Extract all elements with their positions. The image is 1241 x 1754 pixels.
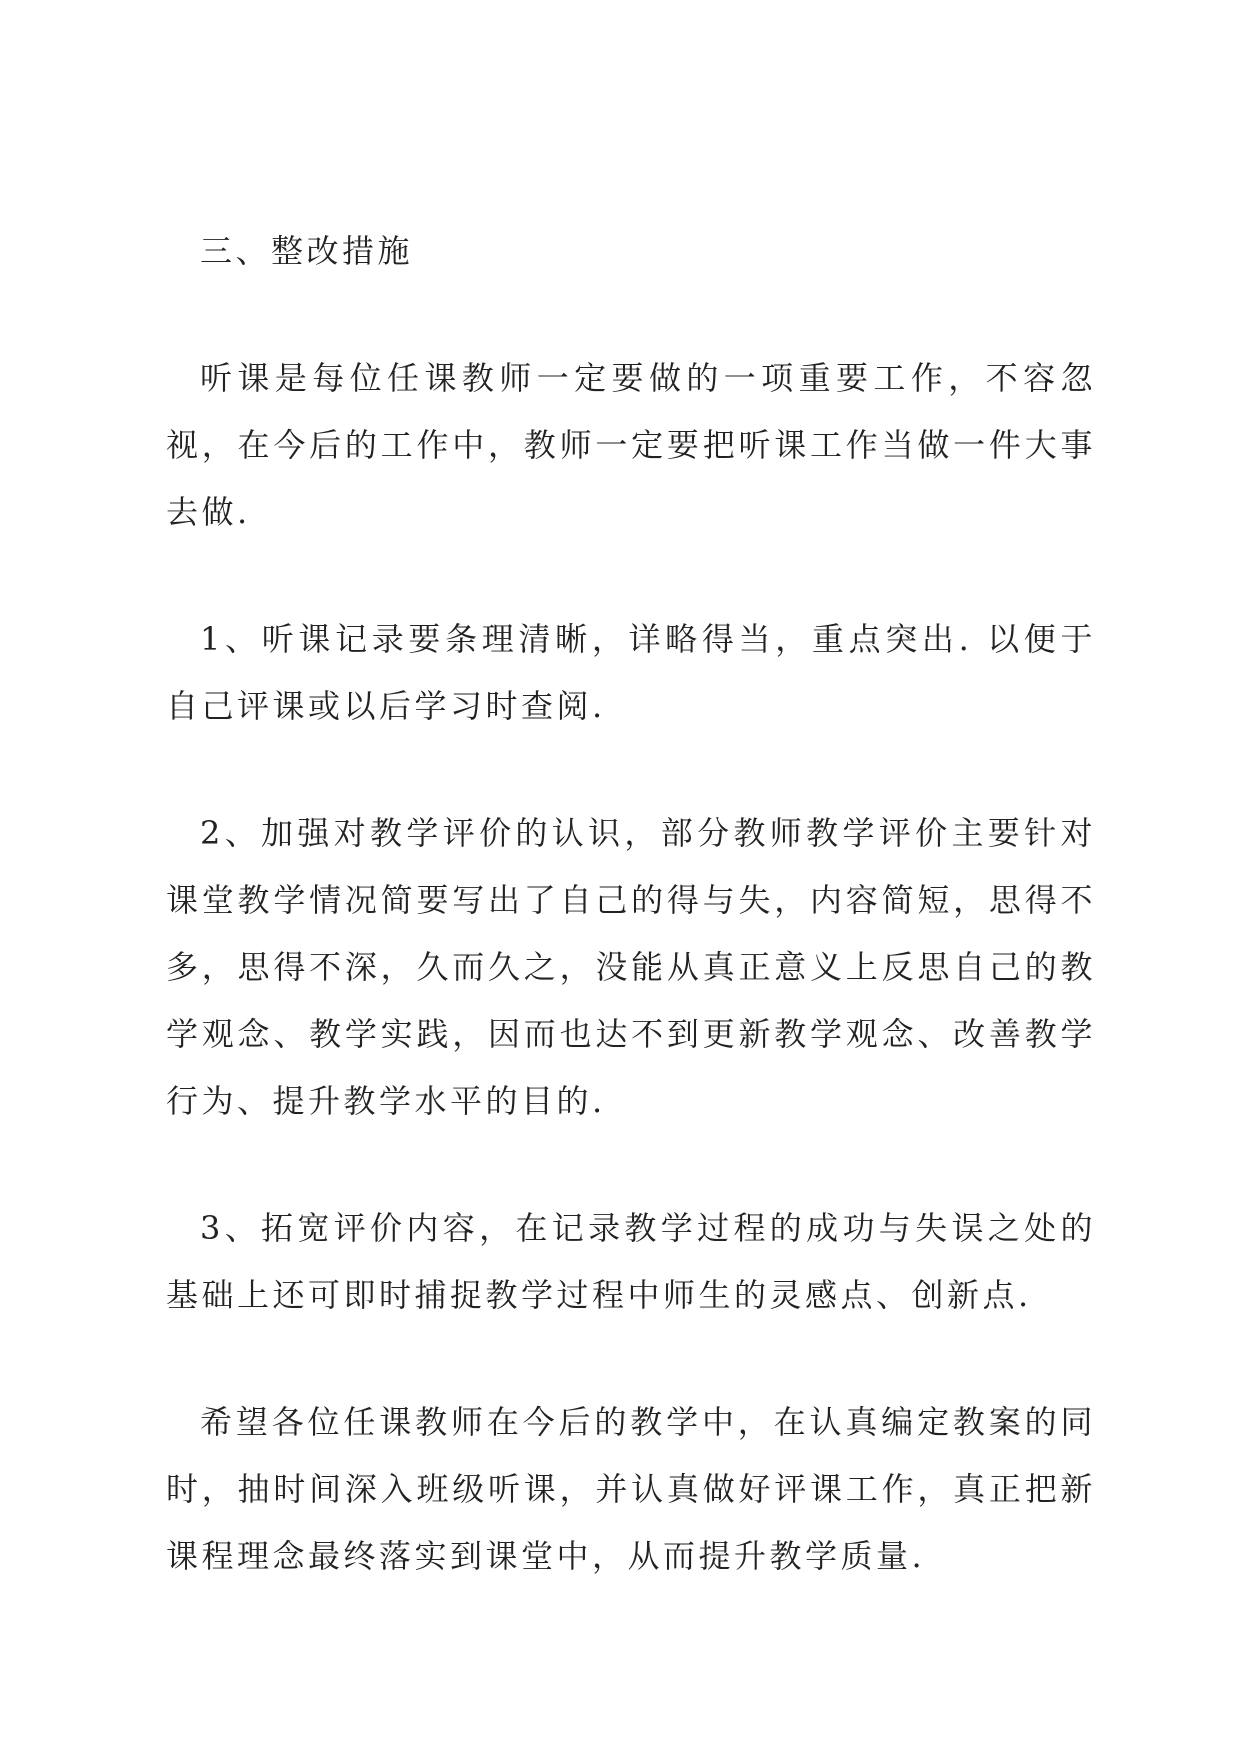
- paragraph-item-3: 3、拓宽评价内容，在记录教学过程的成功与失误之处的基础上还可即时捕捉教学过程中师生的灵感点、创新点.: [166, 1209, 1096, 1314]
- paragraph-item-2: 2、加强对教学评价的认识，部分教师教学评价主要针对课堂教学情况简要写出了自己的得与失，内容简短，思得不多，思得不深，久而久之，没能从真正意义上反思自己的教学观念、教学实践，因而也达不到更新教学观念、改善教学行为、提升教学水平的目的.: [166, 814, 1096, 1120]
- paragraph-conclusion: 希望各位任课教师在今后的教学中，在认真编定教案的同时，抽时间深入班级听课，并认真做好评课工作，真正把新课程理念最终落实到课堂中，从而提升教学质量.: [166, 1403, 1096, 1575]
- paragraph-item-1: 1、听课记录要条理清晰，详略得当，重点突出. 以便于自己评课或以后学习时查阅.: [166, 620, 1096, 725]
- document-body: [166, 218, 1096, 1590]
- section-heading: 三、整改措施: [200, 232, 414, 270]
- paragraph-intro: 听课是每位任课教师一定要做的一项重要工作，不容忽视，在今后的工作中，教师一定要把听课工作当做一件大事去做.: [166, 359, 1096, 531]
